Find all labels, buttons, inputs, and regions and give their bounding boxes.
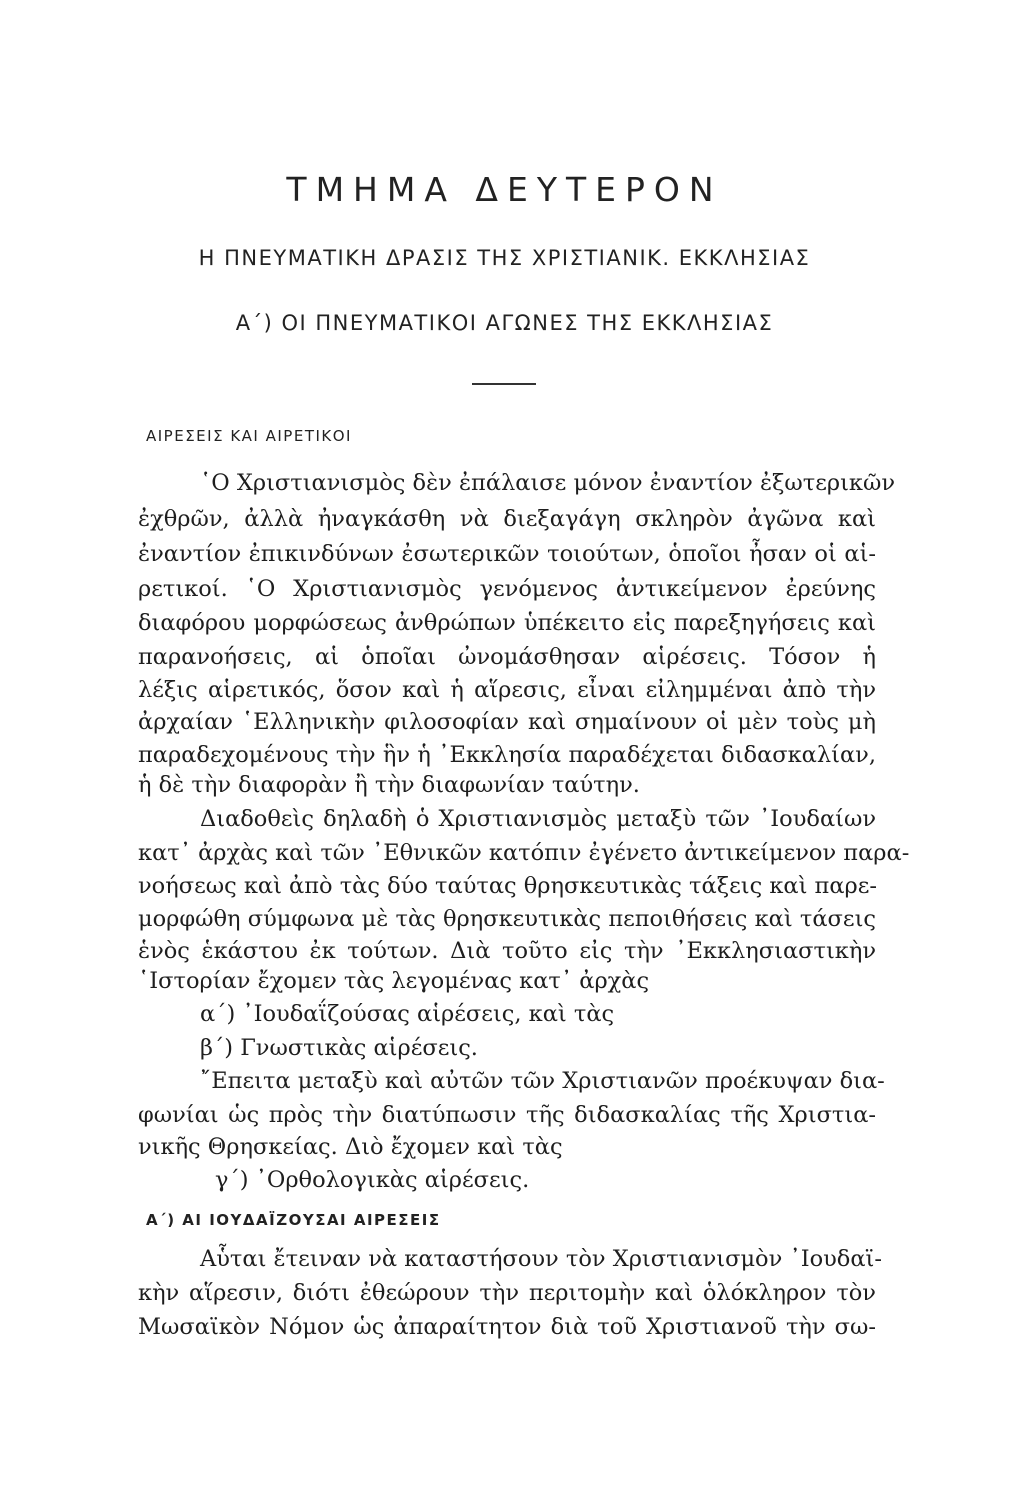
chapter-heading: Α΄) ΟΙ ΠΝΕΥΜΑΤΙΚΟΙ ΑΓΩΝΕΣ ΤΗΣ ΕΚΚΛΗΣΙΑΣ bbox=[235, 311, 774, 335]
text-line: ἡ δὲ τὴν διαφορὰν ἢ τὴν διαφωνίαν ταύτην. bbox=[138, 772, 640, 798]
text-line: λέξις αἱρετικός, ὅσον καὶ ἡ αἵρεσις, εἶναι εἰλημμέναι ἀπὸ τὴν bbox=[138, 677, 876, 703]
text-line: ῎Επειτα μεταξὺ καὶ αὐτῶν τῶν Χριστιανῶν προέκυψαν δια- bbox=[200, 1068, 885, 1094]
text-line: ῾Ο Χριστιανισμὸς δὲν ἐπάλαισε μόνον ἐναντίον ἐξωτερικῶν bbox=[200, 470, 896, 496]
text-line: φωνίαι ὡς πρὸς τὴν διατύπωσιν τῆς διδασκαλίας τῆς Χριστια- bbox=[138, 1102, 876, 1128]
text-line: νοήσεως καὶ ἀπὸ τὰς δύο ταύτας θρησκευτικὰς τάξεις καὶ παρε- bbox=[138, 873, 878, 899]
text-line: διαφόρου μορφώσεως ἀνθρώπων ὑπέκειτο εἰς παρεξηγήσεις καὶ bbox=[138, 610, 876, 636]
divider-rule bbox=[472, 383, 536, 385]
list-item: γ΄) ᾿Ορθολογικὰς αἱρέσεις. bbox=[215, 1167, 530, 1193]
text-line: μορφώθη σύμφωνα μὲ τὰς θρησκευτικὰς πεποιθήσεις καὶ τάσεις bbox=[138, 906, 876, 932]
list-item: α΄) ᾿Ιουδαΐζούσας αἱρέσεις, καὶ τὰς bbox=[200, 1001, 615, 1027]
text-line: κὴν αἵρεσιν, διότι ἐθεώρουν τὴν περιτομὴν καὶ ὁλόκληρον τὸν bbox=[138, 1280, 876, 1306]
part-title: ΤΜΗΜΑ ΔΕΥΤΕΡΟΝ bbox=[286, 170, 723, 209]
text-line: ρετικοί. ῾Ο Χριστιανισμὸς γενόμενος ἀντικείμενον ἐρεύνης bbox=[138, 576, 876, 602]
text-line: ἀρχαίαν ῾Ελληνικὴν φιλοσοφίαν καὶ σημαίνουν οἱ μὲν τοὺς μὴ bbox=[138, 709, 876, 735]
text-line: παραδεχομένους τὴν ἣν ἡ ᾿Εκκλησία παραδέχεται διδασκαλίαν, bbox=[138, 742, 876, 768]
text-line: ἑνὸς ἑκάστου ἐκ τούτων. Διὰ τοῦτο εἰς τὴν ᾿Εκκλησιαστικὴν bbox=[138, 938, 876, 964]
list-item: β΄) Γνωστικὰς αἱρέσεις. bbox=[200, 1035, 478, 1061]
text-line: ῾Ιστορίαν ἔχομεν τὰς λεγομένας κατ᾿ ἀρχὰς bbox=[138, 968, 650, 994]
text-line: κατ᾿ ἀρχὰς καὶ τῶν ᾿Εθνικῶν κατόπιν ἐγένετο ἀντικείμενον παρα- bbox=[138, 840, 910, 866]
section-heading-judaizing: Α΄) ΑΙ ΙΟΥΔΑΪΖΟΥΣΑΙ ΑΙΡΕΣΕΙΣ bbox=[146, 1211, 441, 1229]
text-line: Διαδοθεὶς δηλαδὴ ὁ Χριστιανισμὸς μεταξὺ τῶν ᾿Ιουδαίων bbox=[200, 806, 876, 832]
subtitle: Η ΠΝΕΥΜΑΤΙΚΗ ΔΡΑΣΙΣ ΤΗΣ ΧΡΙΣΤΙΑΝΙΚ. ΕΚΚΛΗΣΙΑΣ bbox=[198, 246, 811, 270]
text-line: ἐχθρῶν, ἀλλὰ ἠναγκάσθη νὰ διεξαγάγη σκληρὸν ἀγῶνα καὶ bbox=[138, 506, 876, 532]
text-line: Μωσαϊκὸν Νόμον ὡς ἀπαραίτητον διὰ τοῦ Χριστιανοῦ τὴν σω- bbox=[138, 1314, 876, 1340]
text-line: νικῆς Θρησκείας. Διὸ ἔχομεν καὶ τὰς bbox=[138, 1134, 563, 1160]
text-line: παρανοήσεις, αἱ ὁποῖαι ὠνομάσθησαν αἱρέσεις. Τόσον ἡ bbox=[138, 644, 876, 670]
text-line: Αὗται ἔτειναν νὰ καταστήσουν τὸν Χριστιανισμὸν ᾿Ιουδαϊ- bbox=[200, 1246, 882, 1272]
section-heading-heresies: ΑΙΡΕΣΕΙΣ ΚΑΙ ΑΙΡΕΤΙΚΟΙ bbox=[146, 427, 352, 445]
text-line: ἐναντίον ἐπικινδύνων ἐσωτερικῶν τοιούτων, ὁποῖοι ἦσαν οἱ αἱ- bbox=[138, 541, 876, 567]
